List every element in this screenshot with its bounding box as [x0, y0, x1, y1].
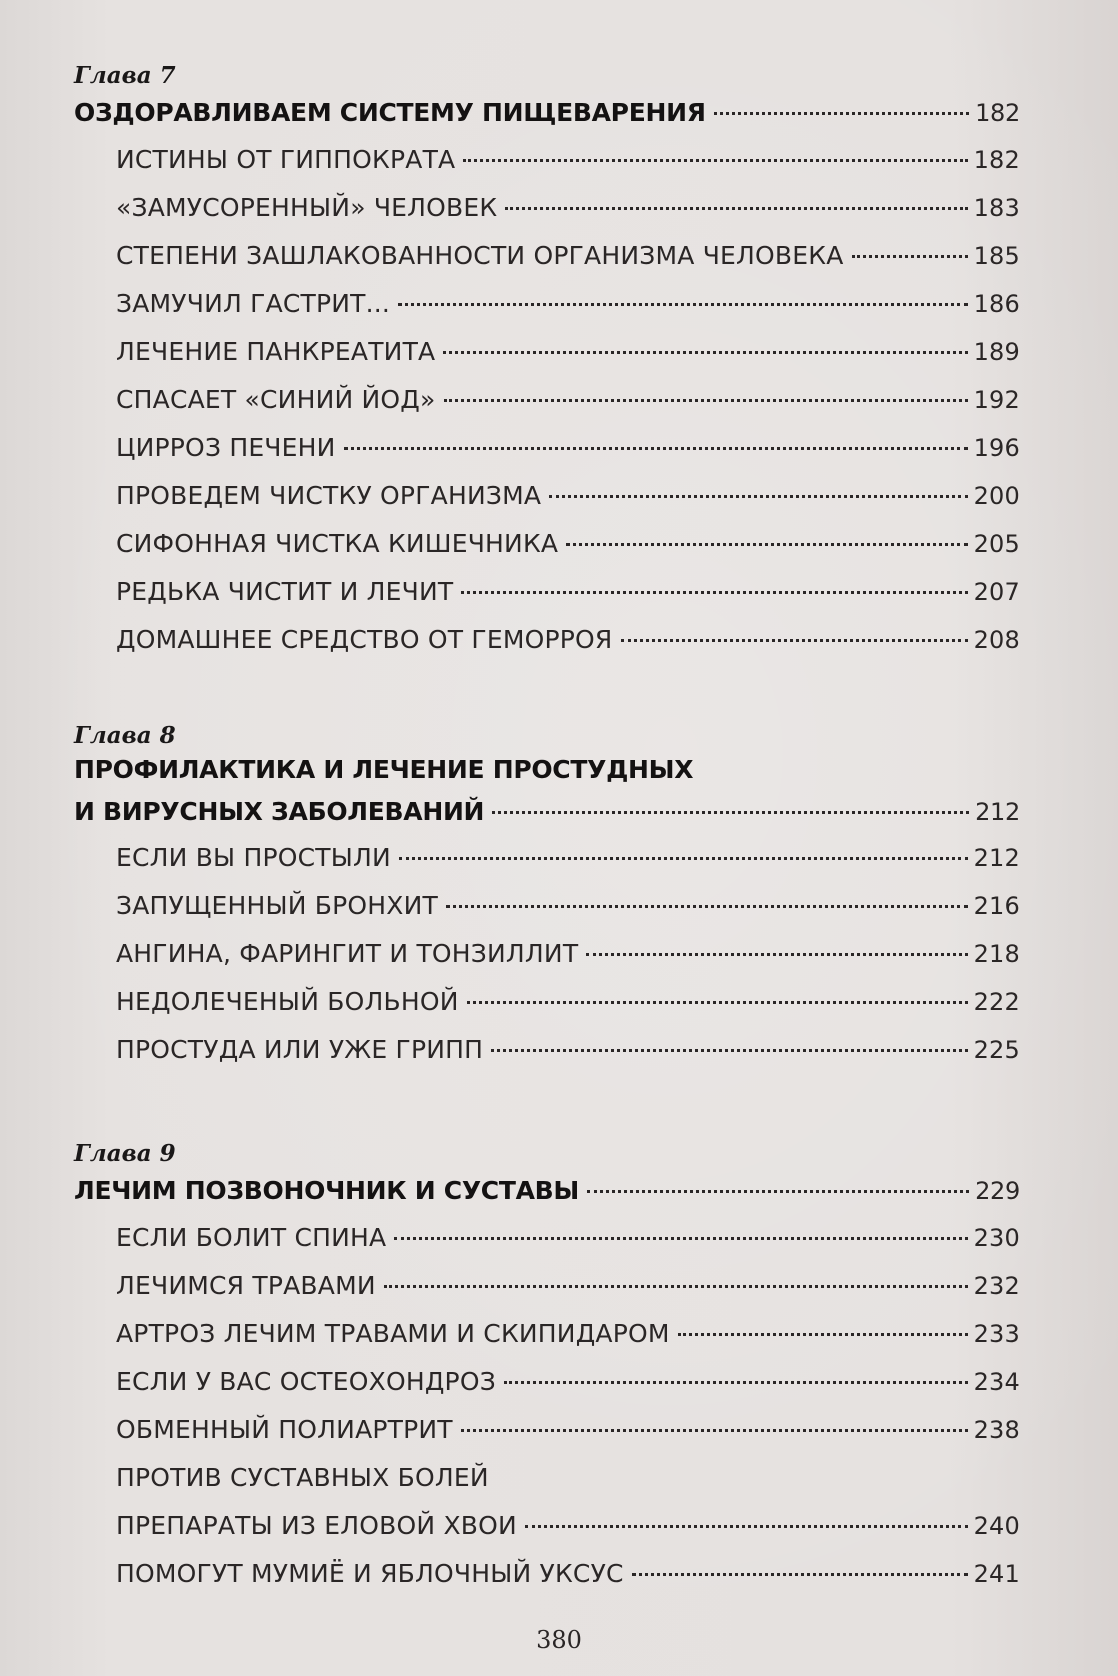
toc-entry — [116, 930, 1020, 978]
toc-entry — [116, 424, 1020, 472]
dot-leader — [525, 1525, 968, 1528]
dot-leader — [491, 1049, 967, 1052]
toc-entry — [116, 1310, 1020, 1358]
dot-leader — [463, 159, 967, 162]
chapter-page-number: 229 — [975, 1177, 1020, 1205]
entry-title: РЕДЬКА ЧИСТИТ И ЛЕЧИТ — [116, 577, 454, 606]
entry-page-number: 189 — [973, 338, 1020, 366]
dot-leader — [446, 905, 968, 908]
dot-leader — [444, 399, 968, 402]
entry-page-number: 185 — [973, 242, 1020, 270]
entry-page-number: 196 — [973, 434, 1020, 462]
dot-leader — [586, 953, 967, 956]
entry-page-number: 186 — [973, 290, 1020, 318]
chapter-title — [74, 750, 1020, 790]
entry-title: ПРЕПАРАТЫ ИЗ ЕЛОВОЙ ХВОИ — [116, 1511, 517, 1540]
dot-leader — [461, 591, 967, 594]
toc-entry — [116, 136, 1020, 184]
toc-entry — [116, 616, 1020, 664]
toc-entry — [116, 978, 1020, 1026]
dot-leader — [549, 495, 967, 498]
entry-list — [74, 1214, 1020, 1598]
toc-entry — [116, 1262, 1020, 1310]
toc-entry — [116, 1550, 1020, 1598]
entry-title: СИФОННАЯ ЧИСТКА КИШЕЧНИКА — [116, 529, 559, 558]
toc-entry — [116, 1026, 1020, 1074]
entry-title: ДОМАШНЕЕ СРЕДСТВО ОТ ГЕМОРРОЯ — [116, 625, 613, 654]
entry-page-number: 205 — [973, 530, 1020, 558]
dot-leader — [394, 1237, 967, 1240]
entry-page-number: 192 — [973, 386, 1020, 414]
toc-entry — [116, 834, 1020, 882]
entry-page-number: 234 — [973, 1368, 1020, 1396]
dot-leader — [344, 447, 968, 450]
chapter-title — [74, 90, 1020, 136]
toc-entry — [116, 472, 1020, 520]
toc-entry — [116, 280, 1020, 328]
dot-leader — [678, 1333, 968, 1336]
toc-entry — [116, 1502, 1020, 1550]
chapter-title — [74, 1168, 1020, 1214]
toc-entry — [116, 1214, 1020, 1262]
entry-page-number: 207 — [973, 578, 1020, 606]
toc-entry — [116, 882, 1020, 930]
toc-entry — [116, 520, 1020, 568]
dot-leader — [492, 811, 969, 814]
entry-page-number: 212 — [973, 844, 1020, 872]
toc-entry — [116, 1454, 1020, 1502]
entry-title: ЛЕЧЕНИЕ ПАНКРЕАТИТА — [116, 337, 436, 366]
toc-entry — [116, 232, 1020, 280]
entry-title: СТЕПЕНИ ЗАШЛАКОВАННОСТИ ОРГАНИЗМА ЧЕЛОВЕКА — [116, 241, 844, 270]
entry-page-number: 208 — [973, 626, 1020, 654]
entry-page-number: 218 — [973, 940, 1020, 968]
toc-entry — [116, 1358, 1020, 1406]
entry-title: ЗАМУЧИЛ ГАСТРИТ... — [116, 289, 391, 318]
page-number: 380 — [536, 1626, 582, 1654]
toc-entry — [116, 376, 1020, 424]
entry-page-number: 233 — [973, 1320, 1020, 1348]
chapter-page-number: 212 — [975, 798, 1020, 826]
entry-title: ЕСЛИ У ВАС ОСТЕОХОНДРОЗ — [116, 1367, 496, 1396]
chapter-title-text: ЛЕЧИМ ПОЗВОНОЧНИК И СУСТАВЫ — [74, 1176, 580, 1205]
dot-leader — [398, 303, 967, 306]
entry-page-number: 225 — [973, 1036, 1020, 1064]
chapter-page-number: 182 — [975, 99, 1020, 127]
chapter-label: Глава 8 — [74, 722, 176, 749]
entry-page-number: 182 — [973, 146, 1020, 174]
entry-page-number: 240 — [973, 1512, 1020, 1540]
entry-title: ЦИРРОЗ ПЕЧЕНИ — [116, 433, 336, 462]
entry-page-number: 230 — [973, 1224, 1020, 1252]
entry-title: СПАСАЕТ «СИНИЙ ЙОД» — [116, 385, 436, 414]
entry-list — [74, 834, 1020, 1074]
dot-leader — [443, 351, 967, 354]
entry-page-number: 216 — [973, 892, 1020, 920]
entry-page-number: 238 — [973, 1416, 1020, 1444]
entry-list — [74, 136, 1020, 664]
chapter-title-text: ОЗДОРАВЛИВАЕМ СИСТЕМУ ПИЩЕВАРЕНИЯ — [74, 98, 706, 127]
entry-title: ЗАПУЩЕННЫЙ БРОНХИТ — [116, 891, 439, 920]
dot-leader — [632, 1573, 968, 1576]
entry-title: ИСТИНЫ ОТ ГИППОКРАТА — [116, 145, 456, 174]
dot-leader — [467, 1001, 968, 1004]
dot-leader — [566, 543, 967, 546]
chapter-title-text: ПРОФИЛАКТИКА И ЛЕЧЕНИЕ ПРОСТУДНЫХ — [74, 755, 694, 784]
dot-leader — [505, 207, 967, 210]
chapter-label: Глава 7 — [74, 62, 176, 89]
entry-page-number: 232 — [973, 1272, 1020, 1300]
entry-title: ПРОТИВ СУСТАВНЫХ БОЛЕЙ — [116, 1463, 489, 1492]
dot-leader — [587, 1190, 969, 1193]
dot-leader — [504, 1381, 968, 1384]
entry-title: НЕДОЛЕЧЕНЫЙ БОЛЬНОЙ — [116, 987, 459, 1016]
dot-leader — [461, 1429, 968, 1432]
toc-entry — [116, 184, 1020, 232]
entry-title: «ЗАМУСОРЕННЫЙ» ЧЕЛОВЕК — [116, 193, 498, 222]
dot-leader — [399, 857, 968, 860]
toc-entry — [116, 328, 1020, 376]
entry-title: ЛЕЧИМСЯ ТРАВАМИ — [116, 1271, 376, 1300]
chapter-7 — [74, 62, 1020, 664]
chapter-8 — [74, 722, 1020, 1074]
entry-page-number: 241 — [973, 1560, 1020, 1588]
chapter-title-text: И ВИРУСНЫХ ЗАБОЛЕВАНИЙ — [74, 797, 485, 826]
toc-entry — [116, 568, 1020, 616]
toc-entry — [116, 1406, 1020, 1454]
dot-leader — [852, 255, 968, 258]
chapter-label: Глава 9 — [74, 1140, 176, 1167]
entry-title: ПОМОГУТ МУМИЁ И ЯБЛОЧНЫЙ УКСУС — [116, 1559, 624, 1588]
dot-leader — [714, 112, 969, 115]
chapter-9 — [74, 1140, 1020, 1598]
entry-page-number: 222 — [973, 988, 1020, 1016]
entry-page-number: 183 — [973, 194, 1020, 222]
entry-title: ЕСЛИ ВЫ ПРОСТЫЛИ — [116, 843, 391, 872]
dot-leader — [621, 639, 968, 642]
dot-leader — [384, 1285, 968, 1288]
entry-page-number: 200 — [973, 482, 1020, 510]
entry-title: ПРОВЕДЕМ ЧИСТКУ ОРГАНИЗМА — [116, 481, 542, 510]
chapter-title — [74, 790, 1020, 834]
entry-title: ПРОСТУДА ИЛИ УЖЕ ГРИПП — [116, 1035, 484, 1064]
entry-title: ЕСЛИ БОЛИТ СПИНА — [116, 1223, 387, 1252]
entry-title: ОБМЕННЫЙ ПОЛИАРТРИТ — [116, 1415, 453, 1444]
entry-title: АНГИНА, ФАРИНГИТ И ТОНЗИЛЛИТ — [116, 939, 579, 968]
entry-title: АРТРОЗ ЛЕЧИМ ТРАВАМИ И СКИПИДАРОМ — [116, 1319, 670, 1348]
